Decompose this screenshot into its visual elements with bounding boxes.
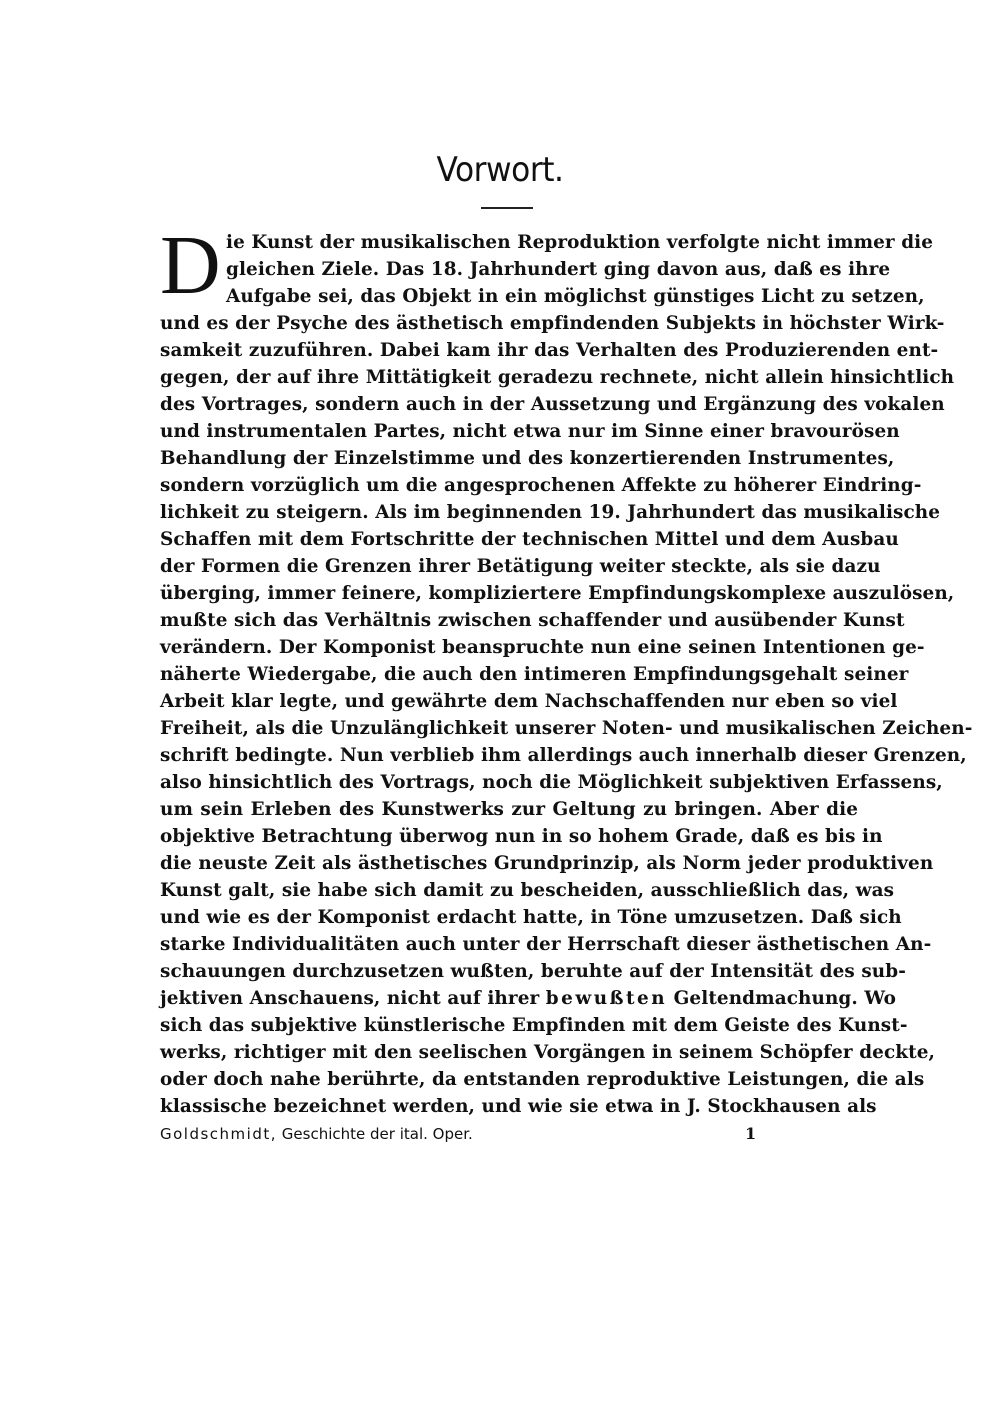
text-line: der Formen die Grenzen ihrer Betätigung weiter steckte, als sie dazu xyxy=(160,556,881,577)
text-line: und instrumentalen Partes, nicht etwa nur im Sinne einer bravourösen xyxy=(160,421,900,442)
text-line: sondern vorzüglich um die angesprochenen Affekte zu höherer Eindring- xyxy=(160,475,922,496)
text-line: und es der Psyche des ästhetisch empfindenden Subjekts in höchster Wirk- xyxy=(160,313,945,334)
signature-mark: 1 xyxy=(745,1124,757,1143)
text-line: sich das subjektive künstlerische Empfinden mit dem Geiste des Kunst- xyxy=(160,1015,908,1036)
text-line: schauungen durchzusetzen wußten, beruhte auf der Intensität des sub- xyxy=(160,961,906,982)
text-line: Behandlung der Einzelstimme und des konzertierenden Instrumentes, xyxy=(160,448,895,469)
text-line: werks, richtiger mit den seelischen Vorgängen in seinem Schöpfer deckte, xyxy=(160,1042,936,1063)
text-line: mußte sich das Verhältnis zwischen schaffender und ausübender Kunst xyxy=(160,610,905,631)
page-footer xyxy=(160,1124,770,1144)
text-line: gegen, der auf ihre Mittätigkeit geradezu rechnete, nicht allein hinsichtlich xyxy=(160,367,955,388)
text-line: überging, immer feinere, kompliziertere Empfindungskomplexe auszulösen, xyxy=(160,583,955,604)
text-line: um sein Erleben des Kunstwerks zur Geltung zu bringen. Aber die xyxy=(160,799,858,820)
text-line: und wie es der Komponist erdacht hatte, in Töne umzusetzen. Daß sich xyxy=(160,907,902,928)
footer-author: Goldschmidt, xyxy=(160,1125,278,1143)
text-line: starke Individualitäten auch unter der Herrschaft dieser ästhetischen An- xyxy=(160,934,932,955)
emphasized-word: bewußten xyxy=(545,988,668,1009)
text-line: objektive Betrachtung überwog nun in so hohem Grade, daß es bis in xyxy=(160,826,883,847)
text-line: oder doch nahe berührte, da entstanden reproduktive Leistungen, die als xyxy=(160,1069,925,1090)
text-line: Schaffen mit dem Fortschritte der technischen Mittel und dem Ausbau xyxy=(160,529,899,550)
body-text xyxy=(160,219,973,1120)
text-line: ie Kunst der musikalischen Reproduktion verfolgte nicht immer die xyxy=(226,232,934,253)
text-line: schrift bedingte. Nun verblieb ihm allerdings auch innerhalb dieser Grenzen, xyxy=(160,745,967,766)
text-line: die neuste Zeit als ästhetisches Grundprinzip, als Norm jeder produktiven xyxy=(160,853,934,874)
text-line: Arbeit klar legte, und gewährte dem Nachschaffenden nur eben so viel xyxy=(160,691,898,712)
page-title: Vorwort. xyxy=(436,150,564,190)
text-line: Kunst galt, sie habe sich damit zu bescheiden, ausschließlich das, was xyxy=(160,880,895,901)
footer-book-title: Geschichte der ital. Oper. xyxy=(281,1125,473,1143)
text-segment: Geltendmachung. Wo xyxy=(673,988,897,1009)
text-line: Aufgabe sei, das Objekt in ein möglichst günstiges Licht zu setzen, xyxy=(226,286,925,307)
dropcap-block xyxy=(160,219,934,312)
text-line: also hinsichtlich des Vortrags, noch die Möglichkeit subjektiven Erfassens, xyxy=(160,772,943,793)
text-segment: jektiven Anschauens, nicht auf ihrer xyxy=(160,988,540,1009)
text-line: verändern. Der Komponist beanspruchte nun eine seinen Intentionen ge- xyxy=(160,637,925,658)
title-rule xyxy=(481,207,533,209)
text-line: lichkeit zu steigern. Als im beginnenden 19. Jahrhundert das musikalische xyxy=(160,502,941,523)
dropcap-letter: D xyxy=(160,219,221,312)
text-line: samkeit zuzuführen. Dabei kam ihr das Verhalten des Produzierenden ent- xyxy=(160,340,939,361)
text-line: näherte Wiedergabe, die auch den intimeren Empfindungsgehalt seiner xyxy=(160,664,909,685)
text-line: gleichen Ziele. Das 18. Jahrhundert ging davon aus, daß es ihre xyxy=(226,259,891,280)
text-line: klassische bezeichnet werden, und wie sie etwa in J. Stockhausen als xyxy=(160,1096,877,1117)
text-line: Freiheit, als die Unzulänglichkeit unserer Noten- und musikalischen Zeichen- xyxy=(160,718,973,739)
text-line-with-emphasis xyxy=(160,985,897,1012)
text-line: des Vortrages, sondern auch in der Aussetzung und Ergänzung des vokalen xyxy=(160,394,945,415)
